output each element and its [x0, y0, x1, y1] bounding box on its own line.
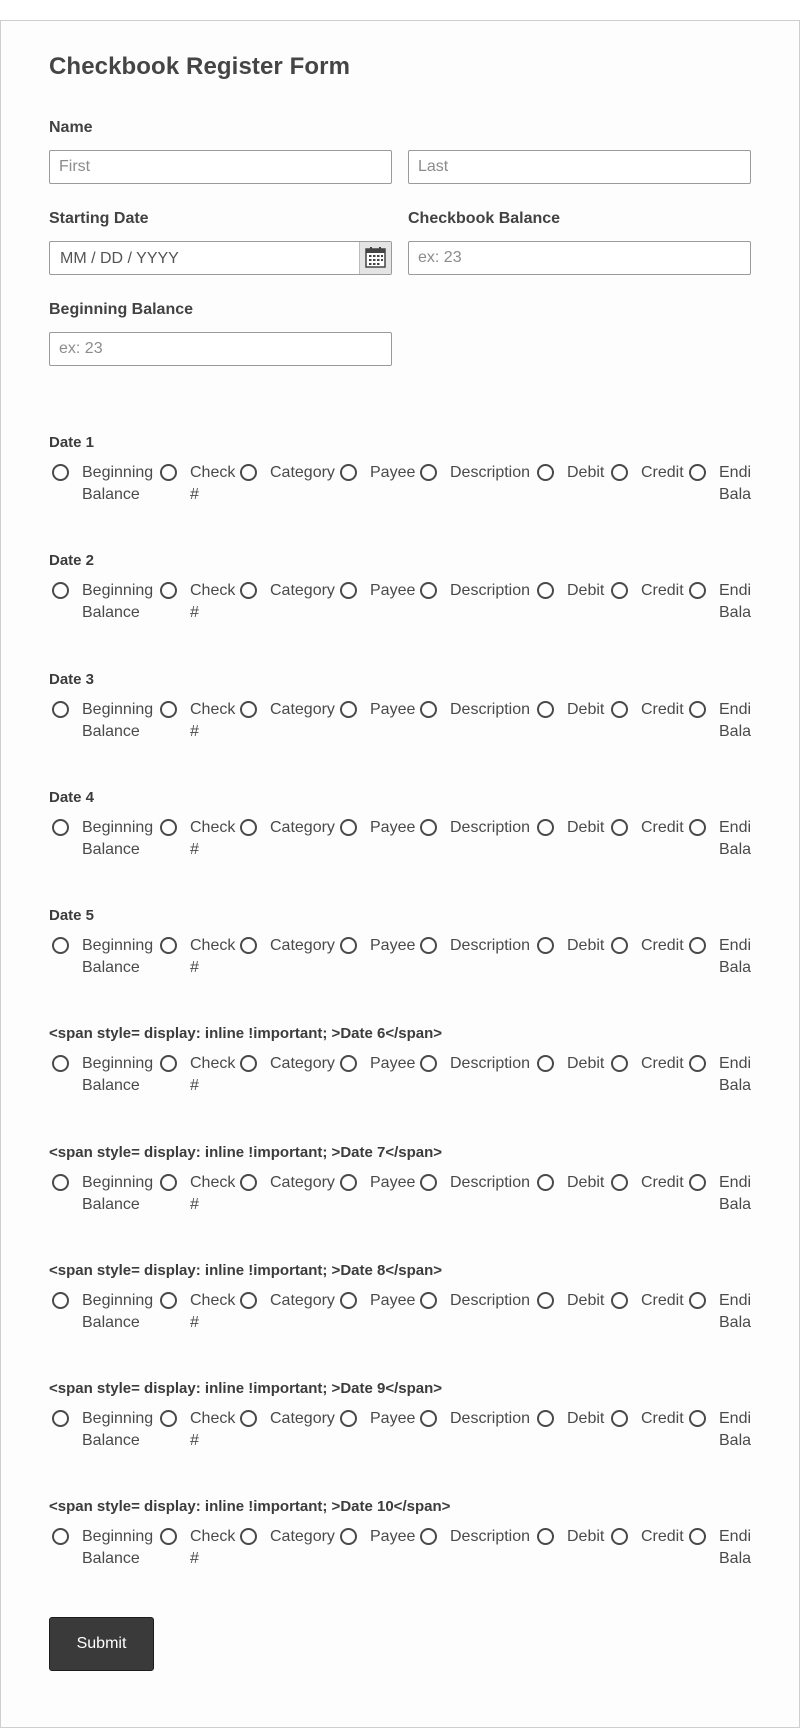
- radio-label-line2: Bala: [719, 723, 752, 740]
- radio-circle[interactable]: [160, 1292, 177, 1309]
- radio-label-line2: #: [190, 841, 199, 858]
- calendar-button[interactable]: [359, 242, 391, 274]
- radio-label-line1: Credit: [641, 819, 684, 836]
- radio-circle[interactable]: [340, 937, 357, 954]
- radio-label-line1: Category: [270, 582, 335, 599]
- radio-label-line1: Payee: [370, 1292, 416, 1309]
- radio-circle[interactable]: [240, 937, 257, 954]
- radio-circle[interactable]: [160, 937, 177, 954]
- radio-circle[interactable]: [340, 1292, 357, 1309]
- radio-label-line1: Description: [450, 819, 531, 836]
- radio-label-line1: Debit: [567, 464, 605, 481]
- radio-circle[interactable]: [537, 1174, 554, 1191]
- date-group-label: <span style= display: inline !important; >Date 10</span>: [49, 1498, 451, 1515]
- radio-label-line1: Check: [190, 1055, 236, 1072]
- radio-label-line1: Endi: [719, 1528, 752, 1545]
- date-group-label: <span style= display: inline !important; >Date 7</span>: [49, 1144, 443, 1161]
- date-group-label: Date 4: [49, 789, 95, 806]
- radio-label-line1: Payee: [370, 1410, 416, 1427]
- radio-label-line2: #: [190, 1196, 199, 1213]
- radio-label-line1: Payee: [370, 937, 416, 954]
- radio-label-line2: Balance: [82, 1550, 140, 1567]
- date-group-label: Date 1: [49, 434, 95, 451]
- radio-label-line2: Balance: [82, 486, 140, 503]
- radio-label-line2: Balance: [82, 841, 140, 858]
- radio-label-line1: Payee: [370, 1055, 416, 1072]
- radio-circle[interactable]: [420, 701, 437, 718]
- radio-circle[interactable]: [689, 701, 706, 718]
- radio-circle[interactable]: [340, 464, 357, 481]
- radio-label-line2: #: [190, 1432, 199, 1449]
- radio-label-line1: Debit: [567, 582, 605, 599]
- starting-date-placeholder: MM / DD / YYYY: [60, 250, 179, 267]
- radio-label-line1: Credit: [641, 701, 684, 718]
- radio-circle[interactable]: [240, 1410, 257, 1427]
- radio-circle[interactable]: [420, 582, 437, 599]
- radio-circle[interactable]: [689, 819, 706, 836]
- radio-label-line2: Balance: [82, 959, 140, 976]
- radio-label-line2: Balance: [82, 1314, 140, 1331]
- radio-label-line1: Payee: [370, 819, 416, 836]
- radio-circle[interactable]: [420, 1174, 437, 1191]
- radio-label-line1: Check: [190, 1528, 236, 1545]
- radio-label-line2: #: [190, 1314, 199, 1331]
- radio-label-line2: #: [190, 1550, 199, 1567]
- submit-button[interactable]: Submit: [49, 1617, 154, 1671]
- radio-label-line1: Description: [450, 1055, 531, 1072]
- radio-circle[interactable]: [611, 937, 628, 954]
- starting-date-input[interactable]: [49, 241, 392, 275]
- radio-circle[interactable]: [537, 464, 554, 481]
- radio-label-line1: Category: [270, 701, 335, 718]
- radio-circle[interactable]: [52, 819, 69, 836]
- radio-circle[interactable]: [689, 1410, 706, 1427]
- radio-circle[interactable]: [611, 582, 628, 599]
- radio-label-line2: #: [190, 723, 199, 740]
- radio-label-line1: Endi: [719, 1174, 752, 1191]
- radio-circle[interactable]: [420, 937, 437, 954]
- radio-circle[interactable]: [611, 1528, 628, 1545]
- radio-circle[interactable]: [340, 582, 357, 599]
- radio-label-line1: Category: [270, 1410, 335, 1427]
- radio-label-line1: Endi: [719, 582, 752, 599]
- radio-circle[interactable]: [689, 1292, 706, 1309]
- radio-label-line1: Description: [450, 582, 531, 599]
- radio-circle[interactable]: [52, 1174, 69, 1191]
- radio-label-line1: Endi: [719, 464, 752, 481]
- radio-label-line1: Description: [450, 1410, 531, 1427]
- radio-circle[interactable]: [611, 819, 628, 836]
- radio-circle[interactable]: [340, 1528, 357, 1545]
- radio-label-line1: Beginning: [82, 819, 154, 836]
- radio-circle[interactable]: [240, 464, 257, 481]
- radio-circle[interactable]: [420, 1292, 437, 1309]
- radio-circle[interactable]: [52, 937, 69, 954]
- radio-circle[interactable]: [340, 1055, 357, 1072]
- radio-circle[interactable]: [340, 1174, 357, 1191]
- radio-circle[interactable]: [240, 819, 257, 836]
- radio-circle[interactable]: [537, 819, 554, 836]
- radio-label-line1: Check: [190, 819, 236, 836]
- radio-label-line1: Beginning: [82, 937, 154, 954]
- radio-label-line2: Balance: [82, 1432, 140, 1449]
- radio-circle[interactable]: [240, 1292, 257, 1309]
- radio-circle[interactable]: [689, 582, 706, 599]
- radio-circle[interactable]: [420, 464, 437, 481]
- radio-label-line1: Credit: [641, 1410, 684, 1427]
- radio-label-line1: Check: [190, 701, 236, 718]
- radio-label-line1: Payee: [370, 1174, 416, 1191]
- radio-circle[interactable]: [689, 1174, 706, 1191]
- radio-circle[interactable]: [52, 464, 69, 481]
- radio-circle[interactable]: [240, 1174, 257, 1191]
- radio-label-line1: Debit: [567, 1174, 605, 1191]
- radio-circle[interactable]: [611, 1410, 628, 1427]
- radio-label-line1: Category: [270, 1174, 335, 1191]
- radio-circle[interactable]: [240, 1528, 257, 1545]
- radio-circle[interactable]: [537, 1055, 554, 1072]
- radio-label-line1: Category: [270, 1055, 335, 1072]
- radio-label-line1: Category: [270, 1292, 335, 1309]
- radio-circle[interactable]: [340, 701, 357, 718]
- radio-label-line1: Category: [270, 937, 335, 954]
- radio-circle[interactable]: [160, 819, 177, 836]
- radio-label-line1: Description: [450, 937, 531, 954]
- radio-circle[interactable]: [340, 819, 357, 836]
- radio-label-line1: Check: [190, 937, 236, 954]
- name-label: Name: [49, 119, 93, 136]
- radio-circle[interactable]: [240, 701, 257, 718]
- radio-label-line2: Bala: [719, 841, 752, 858]
- radio-label-line2: #: [190, 1077, 199, 1094]
- radio-circle[interactable]: [611, 701, 628, 718]
- date-group-label: <span style= display: inline !important; >Date 9</span>: [49, 1380, 443, 1397]
- radio-label-line1: Category: [270, 464, 335, 481]
- radio-label-line2: Bala: [719, 1314, 752, 1331]
- radio-label-line1: Debit: [567, 1410, 605, 1427]
- radio-label-line1: Credit: [641, 1292, 684, 1309]
- radio-circle[interactable]: [537, 1292, 554, 1309]
- radio-label-line1: Endi: [719, 1410, 752, 1427]
- beginning-balance-label: Beginning Balance: [49, 301, 194, 318]
- radio-circle[interactable]: [537, 701, 554, 718]
- radio-label-line1: Payee: [370, 582, 416, 599]
- radio-label-line1: Beginning: [82, 701, 154, 718]
- radio-label-line1: Payee: [370, 1528, 416, 1545]
- radio-label-line1: Category: [270, 1528, 335, 1545]
- radio-circle[interactable]: [340, 1410, 357, 1427]
- radio-circle[interactable]: [52, 1292, 69, 1309]
- radio-circle[interactable]: [160, 1410, 177, 1427]
- radio-label-line2: Bala: [719, 1432, 752, 1449]
- radio-label-line1: Credit: [641, 582, 684, 599]
- radio-label-line2: Balance: [82, 1196, 140, 1213]
- radio-label-line2: Bala: [719, 1196, 752, 1213]
- form-container: [0, 20, 800, 1728]
- radio-circle[interactable]: [420, 1410, 437, 1427]
- radio-circle[interactable]: [160, 1528, 177, 1545]
- radio-label-line1: Debit: [567, 701, 605, 718]
- radio-label-line1: Beginning: [82, 582, 154, 599]
- form-title: Checkbook Register Form: [49, 53, 351, 80]
- radio-label-line1: Check: [190, 1292, 236, 1309]
- radio-label-line1: Endi: [719, 1055, 752, 1072]
- radio-label-line1: Beginning: [82, 1528, 154, 1545]
- radio-label-line1: Credit: [641, 1174, 684, 1191]
- radio-label-line2: Bala: [719, 1077, 752, 1094]
- last-name-input[interactable]: [408, 150, 751, 184]
- radio-circle[interactable]: [160, 701, 177, 718]
- radio-circle[interactable]: [160, 1055, 177, 1072]
- radio-label-line1: Endi: [719, 1292, 752, 1309]
- radio-label-line1: Beginning: [82, 464, 154, 481]
- first-name-input[interactable]: [49, 150, 392, 184]
- radio-label-line1: Description: [450, 464, 531, 481]
- radio-circle[interactable]: [420, 1055, 437, 1072]
- radio-label-line1: Payee: [370, 701, 416, 718]
- checkbook-balance-label: Checkbook Balance: [408, 210, 561, 227]
- radio-label-line1: Description: [450, 1528, 531, 1545]
- radio-circle[interactable]: [52, 1410, 69, 1427]
- starting-date-label: Starting Date: [49, 210, 149, 227]
- radio-label-line1: Endi: [719, 701, 752, 718]
- radio-label-line1: Debit: [567, 937, 605, 954]
- radio-circle[interactable]: [611, 1292, 628, 1309]
- radio-label-line1: Beginning: [82, 1410, 154, 1427]
- radio-label-line1: Credit: [641, 1055, 684, 1072]
- date-group-label: Date 3: [49, 671, 95, 688]
- radio-circle[interactable]: [240, 1055, 257, 1072]
- radio-circle[interactable]: [689, 1055, 706, 1072]
- radio-label-line2: #: [190, 959, 199, 976]
- radio-circle[interactable]: [160, 582, 177, 599]
- radio-label-line1: Credit: [641, 937, 684, 954]
- radio-circle[interactable]: [537, 582, 554, 599]
- radio-label-line2: Bala: [719, 486, 752, 503]
- radio-label-line1: Credit: [641, 464, 684, 481]
- radio-label-line2: Bala: [719, 959, 752, 976]
- radio-circle[interactable]: [537, 1410, 554, 1427]
- radio-label-line1: Payee: [370, 464, 416, 481]
- radio-label-line1: Check: [190, 464, 236, 481]
- date-group-label: Date 5: [49, 907, 95, 924]
- radio-label-line1: Description: [450, 1292, 531, 1309]
- radio-circle[interactable]: [537, 1528, 554, 1545]
- radio-label-line1: Beginning: [82, 1292, 154, 1309]
- radio-circle[interactable]: [611, 1055, 628, 1072]
- radio-label-line1: Endi: [719, 937, 752, 954]
- radio-label-line1: Category: [270, 819, 335, 836]
- radio-label-line1: Check: [190, 1410, 236, 1427]
- date-group-label: <span style= display: inline !important; >Date 8</span>: [49, 1262, 443, 1279]
- radio-circle[interactable]: [160, 464, 177, 481]
- radio-circle[interactable]: [537, 937, 554, 954]
- calendar-icon: [365, 247, 386, 268]
- radio-label-line1: Beginning: [82, 1055, 154, 1072]
- radio-circle[interactable]: [52, 1055, 69, 1072]
- radio-label-line1: Credit: [641, 1528, 684, 1545]
- radio-circle[interactable]: [611, 464, 628, 481]
- radio-circle[interactable]: [52, 701, 69, 718]
- radio-label-line1: Check: [190, 582, 236, 599]
- radio-label-line1: Endi: [719, 819, 752, 836]
- date-group-label: <span style= display: inline !important; >Date 6</span>: [49, 1025, 443, 1042]
- radio-circle[interactable]: [611, 1174, 628, 1191]
- radio-label-line2: Bala: [719, 604, 752, 621]
- beginning-balance-input[interactable]: [49, 332, 392, 366]
- radio-circle[interactable]: [420, 819, 437, 836]
- radio-label-line2: Bala: [719, 1550, 752, 1567]
- radio-label-line1: Description: [450, 1174, 531, 1191]
- radio-label-line2: #: [190, 604, 199, 621]
- radio-label-line1: Beginning: [82, 1174, 154, 1191]
- radio-circle[interactable]: [52, 1528, 69, 1545]
- radio-circle[interactable]: [240, 582, 257, 599]
- radio-label-line2: Balance: [82, 723, 140, 740]
- radio-circle[interactable]: [160, 1174, 177, 1191]
- radio-label-line1: Description: [450, 701, 531, 718]
- radio-label-line2: #: [190, 486, 199, 503]
- radio-label-line1: Debit: [567, 1292, 605, 1309]
- radio-label-line2: Balance: [82, 1077, 140, 1094]
- radio-circle[interactable]: [52, 582, 69, 599]
- radio-label-line1: Debit: [567, 1055, 605, 1072]
- radio-label-line1: Check: [190, 1174, 236, 1191]
- radio-label-line1: Debit: [567, 1528, 605, 1545]
- radio-circle[interactable]: [689, 464, 706, 481]
- radio-circle[interactable]: [420, 1528, 437, 1545]
- radio-circle[interactable]: [689, 1528, 706, 1545]
- radio-circle[interactable]: [689, 937, 706, 954]
- radio-label-line2: Balance: [82, 604, 140, 621]
- radio-label-line1: Debit: [567, 819, 605, 836]
- date-group-label: Date 2: [49, 552, 95, 569]
- checkbook-balance-input[interactable]: [408, 241, 751, 275]
